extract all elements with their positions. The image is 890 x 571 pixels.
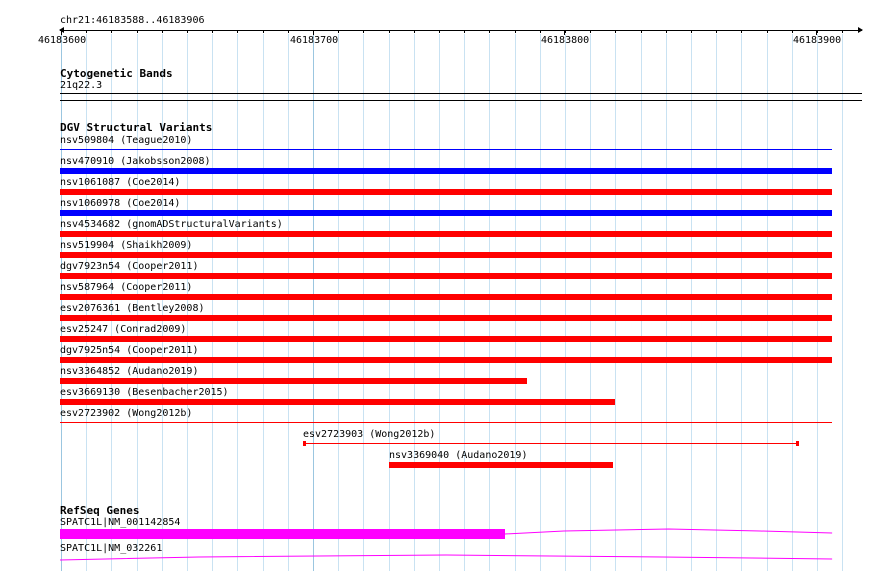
dgv-feature-label: nsv519904 (Shaikh2009) [60,240,193,251]
cytoband-track-title: Cytogenetic Bands [60,67,173,80]
dgv-feature-label: esv25247 (Conrad2009) [60,324,187,335]
dgv-track-title: DGV Structural Variants [60,121,213,134]
dgv-feature-label: esv3669130 (Besenbacher2015) [60,387,229,398]
dgv-feature-label: nsv509804 (Teague2010) [60,135,193,146]
dgv-feature-label: nsv470910 (Jakobsson2008) [60,156,211,167]
cytoband-label: 21q22.3 [60,80,103,91]
ruler-tick-label: 46183900 [793,35,842,46]
ruler-tick-label: 46183700 [290,35,339,46]
refseq-track-title: RefSeq Genes [60,504,140,517]
dgv-feature-label: nsv3364852 (Audano2019) [60,366,199,377]
ruler-tick-label: 46183800 [541,35,590,46]
dgv-feature-label: nsv3369040 (Audano2019) [389,450,528,461]
refseq-transcript-label: SPATC1L|NM_001142854 [60,517,181,528]
dgv-feature-label: nsv1060978 (Coe2014) [60,198,181,209]
refseq-transcript-label: SPATC1L|NM_032261 [60,543,163,554]
dgv-feature-label: nsv4534682 (gnomADStructuralVariants) [60,219,283,230]
dgv-feature-label: esv2723902 (Wong2012b) [60,408,193,419]
dgv-feature-label: nsv1061087 (Coe2014) [60,177,181,188]
dgv-feature-label: nsv587964 (Cooper2011) [60,282,193,293]
ruler-tick-label: 46183600 [38,35,87,46]
dgv-feature-label: esv2076361 (Bentley2008) [60,303,205,314]
region-label: chr21:46183588..46183906 [60,15,205,26]
dgv-feature-label: dgv7923n54 (Cooper2011) [60,261,199,272]
dgv-feature-label: dgv7925n54 (Cooper2011) [60,345,199,356]
dgv-feature-label: esv2723903 (Wong2012b) [303,429,436,440]
